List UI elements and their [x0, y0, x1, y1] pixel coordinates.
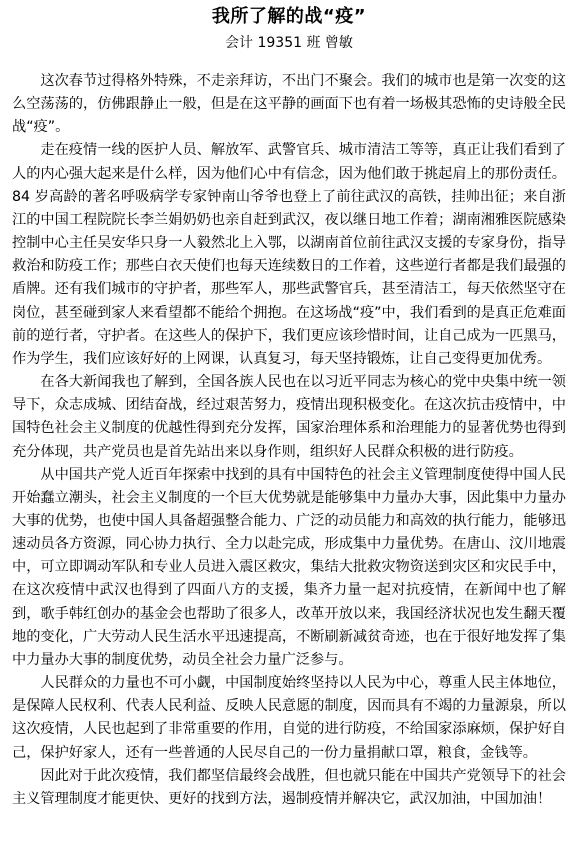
paragraph: 人民群众的力量也不可小觑，中国制度始终坚持以人民为中心，尊重人民主体地位，是保障人民权利、代表人民利益、反映人民意愿的制度，因而具有不竭的力量源泉，所以这次疫情，人民也起到了非常重要的作用，自觉的进行防疫，不给国家添麻烦，保护好自己，保护好家人，还有一些普通的人民尽自己的一份力量捐献口罩，粮食，金钱等。	[12, 675, 566, 761]
document-title: 我所了解的战“疫”	[211, 6, 367, 27]
document-body	[12, 70, 566, 811]
paragraph: 因此对于此次疫情，我们都坚信最终会战胜，但也就只能在中国共产党领导下的社会主义管理制度才能更快、更好的找到方法，遏制疫情并解决它，武汉加油，中国加油！	[12, 767, 566, 807]
paragraph: 走在疫情一线的医护人员、解放军、武警官兵、城市清洁工等等，真正让我们看到了人的内心强大起来是什么样，因为他们心中有信念，因为他们敢于挑起肩上的那份责任。 84 岁高龄的著名呼吸病学专家钟南山爷爷也登上了前往武汉的高铁，挂帅出征；来自浙江的中国工程院院长李兰娟奶奶也亲自赶到武汉，夜以继日地工作着；湖南湘雅医院感染控制中心主任吴安华只身一人毅然北上入鄂，以湖南首位前往武汉支援的专家身份，指导救治和防疫工作；那些白衣天使们也每天连续数日的工作着，这些逆行者都是我们最强的盾牌。还有我们城市的守护者，那些军人，那些武警官兵，甚至清洁工，每天依然坚守在岗位，甚至碰到家人来看望都不能给个拥抱。在这场战“疫”中，我们看到的是真正危难面前的逆行者，守护者。在这些人的保护下，我们更应该珍惜时间，让自己成为一匹黑马，作为学生，我们应该好好的上网课，认真复习，每天坚持锻炼，让自己变得更加优秀。	[12, 142, 566, 367]
author-byline: 会计 19351 班 曾敏	[225, 35, 353, 51]
paragraph: 这次春节过得格外特殊，不走亲拜访，不出门不聚会。我们的城市也是第一次变的这么空荡荡的，仿佛跟静止一般，但是在这平静的画面下也有着一场极其恐怖的史诗般全民战“疫”。	[12, 73, 566, 136]
paragraph: 在各大新闻我也了解到，全国各族人民也在以习近平同志为核心的党中央集中统一领导下，众志成城、团结奋战，经过艰苦努力，疫情出现积极变化。在这次抗击疫情中，中国特色社会主义制度的优越性得到充分发挥，国家治理体系和治理能力的显著优势也得到充分体现，共产党员也是首先站出来以身作则，组织好人民群众积极的进行防疫。	[12, 374, 566, 460]
paragraph: 从中国共产党人近百年探索中找到的具有中国特色的社会主义管理制度使得中国人民开始蠢立潮头，社会主义制度的一个巨大优势就是能够集中力量办大事，因此集中力量办大事的优势，也使中国人具备超强整合能力、广泛的动员能力和高效的执行能力，能够迅速动员各方资源，同心协力执行、全力以赴完成，形成集中力量优势。在唐山、汶川地震中，可立即调动军队和专业人员进入震区救灾，集结大批救灾物资送到灾区和灾民手中，在这次疫情中武汉也得到了四面八方的支援，集齐力量一起对抗疫情，在新闻中也了解到，歌手韩红创办的基金会也帮助了很多人，改革开放以来，我国经济状况也发生翻天覆地的变化，广大劳动人民生活水平迅速提高，不断刷新减贫奇迹，也在于很好地发挥了集中力量办大事的制度优势，动员全社会力量广泛参与。	[12, 466, 566, 668]
